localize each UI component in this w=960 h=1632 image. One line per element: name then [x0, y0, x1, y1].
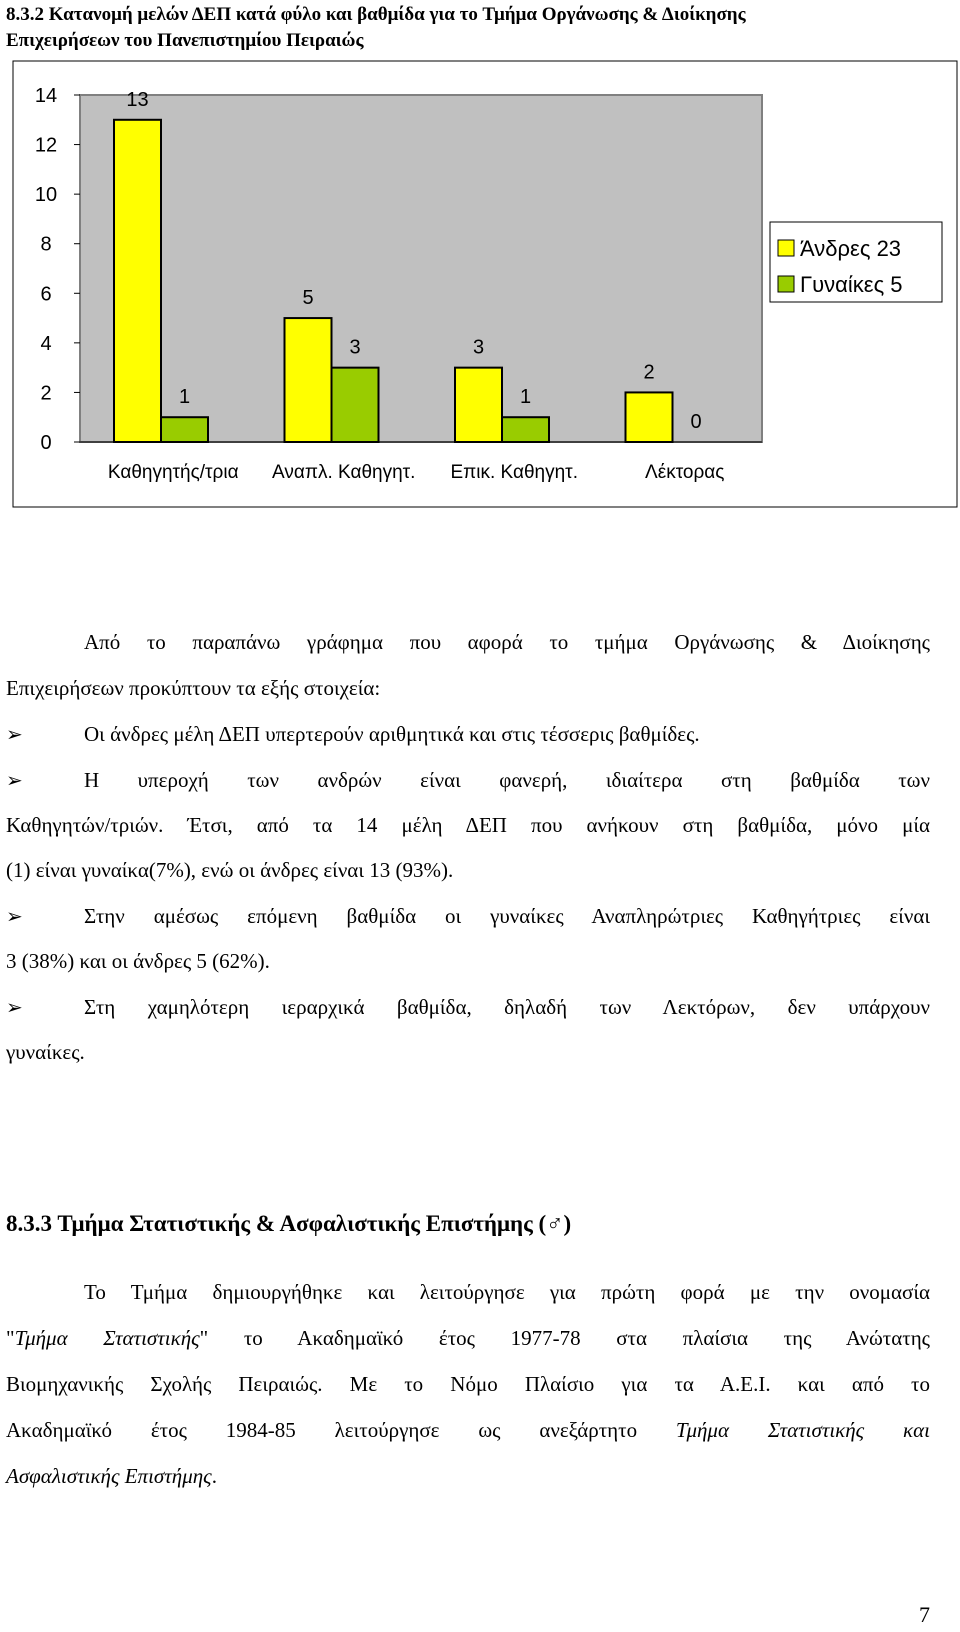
bullet-4-line1: Στη χαμηλότερη ιεραρχικά βαθμίδα, δηλαδή των Λεκτόρων, δεν υπάρχουν — [84, 995, 930, 1019]
data-label: 3 — [472, 336, 485, 359]
x-tick-label: Αναπλ. Καθηγητ. — [272, 462, 416, 483]
y-tick-label: 4 — [40, 332, 52, 355]
bullet-3-line1: Στην αμέσως επόμενη βαθμίδα οι γυναίκες Αναπληρώτριες Καθηγήτριες είναι — [84, 904, 930, 928]
data-label: 13 — [126, 88, 149, 111]
bar — [502, 417, 549, 442]
bar — [161, 417, 208, 442]
bar — [626, 392, 673, 442]
data-label: 0 — [690, 411, 702, 433]
y-tick-label: 14 — [34, 85, 58, 107]
section-heading-line1: 8.3.2 Κατανομή μελών ΔΕΠ κατά φύλο και βαθμίδα για το Τμήμα Οργάνωσης & Διοίκησης — [6, 4, 746, 25]
s2-line5-end: . — [211, 1464, 217, 1488]
male-symbol-icon: ♂ — [546, 1210, 564, 1236]
data-label: 3 — [349, 336, 361, 359]
s2-line5 — [6, 1464, 217, 1489]
bullet-2-line2: Καθηγητών/τριών. Έτσι, από τα 14 μέλη ΔΕΠ που ανήκουν στη βαθμίδα, μόνο μία — [6, 813, 930, 837]
bullet-arrow-icon: ➢ — [6, 724, 23, 746]
section-heading — [6, 2, 946, 54]
section-8-3-3-heading — [6, 1210, 571, 1237]
x-tick-label: Επικ. Καθηγητ. — [450, 462, 578, 483]
bar-chart — [12, 60, 958, 524]
page-number: 7 — [919, 1602, 930, 1627]
legend-swatch — [778, 240, 794, 256]
s2-quote-open: " — [6, 1326, 15, 1350]
bullet-2-line3: (1) είναι γυναίκα(7%), ενώ οι άνδρες είναι 13 (93%). — [6, 858, 454, 882]
legend-label: Άνδρες 23 — [800, 236, 902, 261]
data-label: 2 — [643, 361, 655, 384]
bullet-4-line2: γυναίκες. — [6, 1040, 85, 1064]
legend-swatch — [778, 276, 794, 292]
data-label: 5 — [302, 287, 314, 310]
section-heading-line2: Επιχειρήσεων του Πανεπιστημίου Πειραιώς — [6, 30, 364, 51]
data-label: 1 — [178, 386, 191, 409]
s2-line5-em: Ασφαλιστικής Επιστήμης — [6, 1464, 212, 1488]
section-8-3-3-title: 8.3.3 Τμήμα Στατιστικής & Ασφαλιστικής Επιστήμης ( — [6, 1211, 547, 1236]
bar — [455, 368, 502, 442]
bar — [332, 368, 379, 442]
s2-line1: Το Τμήμα δημιουργήθηκε και λειτούργησε για πρώτη φορά με την ονομασία — [84, 1280, 930, 1304]
x-tick-label: Καθηγητής/τρια — [107, 462, 239, 483]
y-tick-label: 8 — [40, 233, 52, 256]
y-tick-label: 6 — [40, 283, 52, 306]
s2-line4-text: Ακαδημαϊκό έτος 1984-85 λειτούργησε ως ανεξάρτητο — [6, 1418, 676, 1442]
s2-dept-name: Τμήμα Στατιστικής — [14, 1326, 200, 1350]
y-tick-label: 10 — [34, 184, 58, 207]
bar — [285, 318, 332, 442]
s2-line4-em: Τμήμα Στατιστικής και — [675, 1418, 930, 1442]
s2-line3: Βιομηχανικής Σχολής Πειραιώς. Με το Νόμο Πλαίσιο για τα Α.Ε.Ι. και από το — [6, 1372, 930, 1396]
legend — [770, 222, 942, 302]
intro-line1: Από το παραπάνω γράφημα που αφορά το τμήμα Οργάνωσης & Διοίκησης — [84, 630, 930, 654]
section-8-3-3-title-end: ) — [563, 1211, 572, 1236]
x-tick-label: Λέκτορας — [645, 462, 725, 483]
s2-line4 — [6, 1418, 930, 1443]
chart-container — [12, 60, 958, 524]
legend-label: Γυναίκες 5 — [800, 272, 903, 297]
bullet-2-line1: Η υπεροχή των ανδρών είναι φανερή, ιδιαίτερα στη βαθμίδα των — [84, 768, 930, 792]
data-label: 1 — [519, 386, 532, 409]
s2-quote-close: " — [199, 1326, 209, 1350]
bullet-arrow-icon: ➢ — [6, 997, 23, 1019]
y-tick-label: 2 — [40, 382, 52, 405]
s2-line2 — [6, 1326, 930, 1351]
bullet-1-text: Οι άνδρες μέλη ΔΕΠ υπερτερούν αριθμητικά και στις τέσσερις βαθμίδες. — [84, 722, 700, 746]
bullet-arrow-icon: ➢ — [6, 770, 23, 792]
bullet-arrow-icon: ➢ — [6, 906, 23, 928]
intro-line2: Επιχειρήσεων προκύπτουν τα εξής στοιχεία: — [6, 676, 381, 700]
y-tick-label: 0 — [40, 432, 52, 454]
bullet-3-line2: 3 (38%) και οι άνδρες 5 (62%). — [6, 949, 270, 973]
s2-line2-rest: το Ακαδημαϊκό έτος 1977-78 στα πλαίσια της Ανώτατης — [208, 1326, 930, 1350]
y-tick-label: 12 — [34, 134, 58, 157]
bar — [114, 120, 161, 442]
